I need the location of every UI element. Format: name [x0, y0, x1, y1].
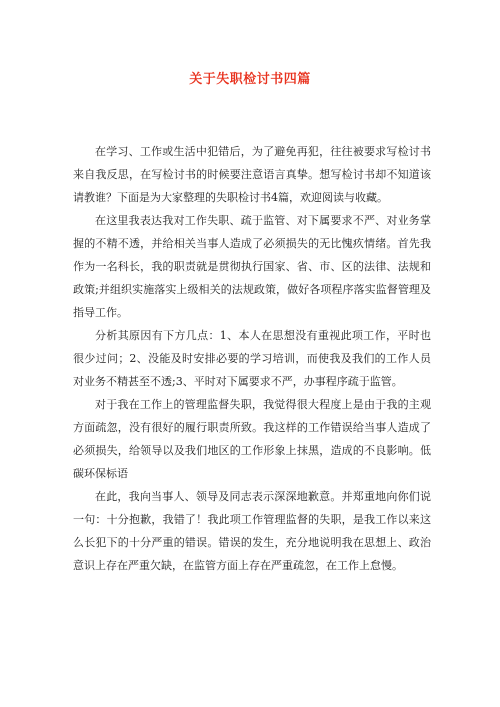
paragraph-3: 分析其原因有下方几点：1、本人在思想没有重视此项工作，平时也很少过问；2、没能及时安排必要的学习培训，而使我及我们的工作人员对业务不精甚至不透;3、平时对下属要求不严，办事程序疏于监管。 — [73, 329, 431, 388]
paragraph-4: 对于我在工作上的管理监督失职，我觉得很大程度上是由于我的主观方面疏忽，没有很好的履行职责所致。我这样的工作错误给当事人造成了必须损失，给领导以及我们地区的工作形象上抹黑，造成的不良影响。低碳环保标语 — [73, 398, 431, 480]
paragraph-5: 在此，我向当事人、领导及同志表示深深地歉意。并郑重地向你们说一句：十分抱歉，我错了！我此项工作管理监督的失职，是我工作以来这么长犯下的十分严重的错误。错误的发生，充分地说明我在思想上、政治意识上存在严重欠缺，在监管方面上存在严重疏忽，在工作上怠慢。 — [73, 490, 431, 572]
paragraph-intro: 在学习、工作或生活中犯错后，为了避免再犯，往往被要求写检讨书来自我反思，在写检讨书的时候要注意语言真挚。想写检讨书却不知道该请教谁？下面是为大家整理的失职检讨书4篇，欢迎阅读与收藏。 — [73, 145, 431, 204]
document-body — [73, 140, 431, 577]
paragraph-2: 在这里我表达我对工作失职、疏于监管、对下属要求不严、对业务掌握的不精不透，并给相关当事人造成了必须损失的无比愧疚情绪。首先我作为一名科长，我的职责就是贯彻执行国家、省、市、区的法律、法规和政策;并组织实施落实上级相关的法规政策，做好各项程序落实监督管理及指导工作。 — [73, 214, 431, 319]
document-title: 关于失职检讨书四篇 — [189, 72, 311, 87]
